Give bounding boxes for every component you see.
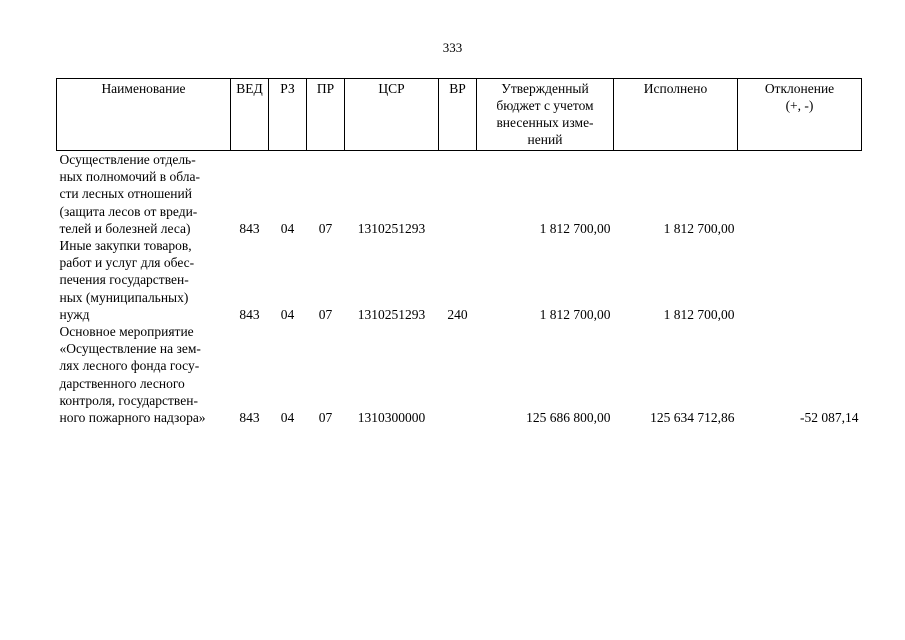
row-name-line: телей и болезней леса) [59,220,191,236]
row-name-line: дарственного лесного [59,375,185,391]
row-name [57,323,231,426]
row-vr [439,323,477,426]
row-executed: 1 812 700,00 [663,220,735,236]
header-approved-line: нений [527,132,563,147]
row-approved: 125 686 800,00 [526,410,611,426]
header-approved-line: внесенных изме- [496,115,594,130]
row-csr: 1310300000 [357,410,426,426]
row-name-line: ного пожарного надзора» [59,410,206,426]
header-deviation-line: (+, -) [785,98,814,113]
header-ved: ВЕД [231,79,269,151]
table-row [57,151,862,238]
header-pr: ПР [307,79,345,151]
row-ved: 843 [239,306,260,322]
header-approved [477,79,614,151]
row-name-line: контроля, государствен- [59,392,198,408]
row-approved: 1 812 700,00 [539,220,611,236]
row-deviation: -52 087,14 [800,410,859,426]
row-name-line: сти лесных отношений [59,186,192,202]
row-pr: 07 [318,410,333,426]
row-name-line: ных (муниципальных) [59,289,189,305]
row-approved: 1 812 700,00 [539,306,611,322]
header-executed: Исполнено [614,79,738,151]
row-deviation [738,151,862,238]
row-name-line: Иные закупки товаров, [59,238,192,254]
row-executed: 125 634 712,86 [650,410,735,426]
row-name-line: Основное мероприятие [59,324,194,340]
header-approved-line: Утвержденный [501,81,589,96]
row-ved: 843 [239,410,260,426]
row-name-line: «Осуществление на зем- [59,341,201,357]
row-rz: 04 [280,220,295,236]
row-name-line: Осуществление отдель- [59,152,196,167]
row-rz: 04 [280,410,295,426]
header-deviation [738,79,862,151]
table-row [57,323,862,426]
row-csr: 1310251293 [357,220,426,236]
row-name-line: работ и услуг для обес- [59,255,195,271]
row-name-line: нужд [59,306,90,322]
row-vr: 240 [447,306,468,322]
row-name-line: печения государствен- [59,272,189,288]
row-name [57,151,231,238]
row-name [57,237,231,323]
header-name: Наименование [57,79,231,151]
header-csr: ЦСР [345,79,439,151]
row-name-line: ных полномочий в обла- [59,169,200,185]
header-deviation-line: Отклонение [764,81,835,96]
row-deviation [738,237,862,323]
page-number: 333 [442,40,463,55]
table-header-row [57,79,862,151]
budget-table [56,78,862,426]
row-rz: 04 [280,306,295,322]
row-name-line: лях лесного фонда госу- [59,358,200,374]
row-csr: 1310251293 [357,306,426,322]
table-row [57,237,862,323]
header-approved-line: бюджет с учетом [496,98,594,113]
header-vr: ВР [439,79,477,151]
row-pr: 07 [318,306,333,322]
row-ved: 843 [239,220,260,236]
row-executed: 1 812 700,00 [663,306,735,322]
row-vr [439,151,477,238]
row-name-line: (защита лесов от вреди- [59,203,198,219]
row-pr: 07 [318,220,333,236]
header-rz: РЗ [269,79,307,151]
